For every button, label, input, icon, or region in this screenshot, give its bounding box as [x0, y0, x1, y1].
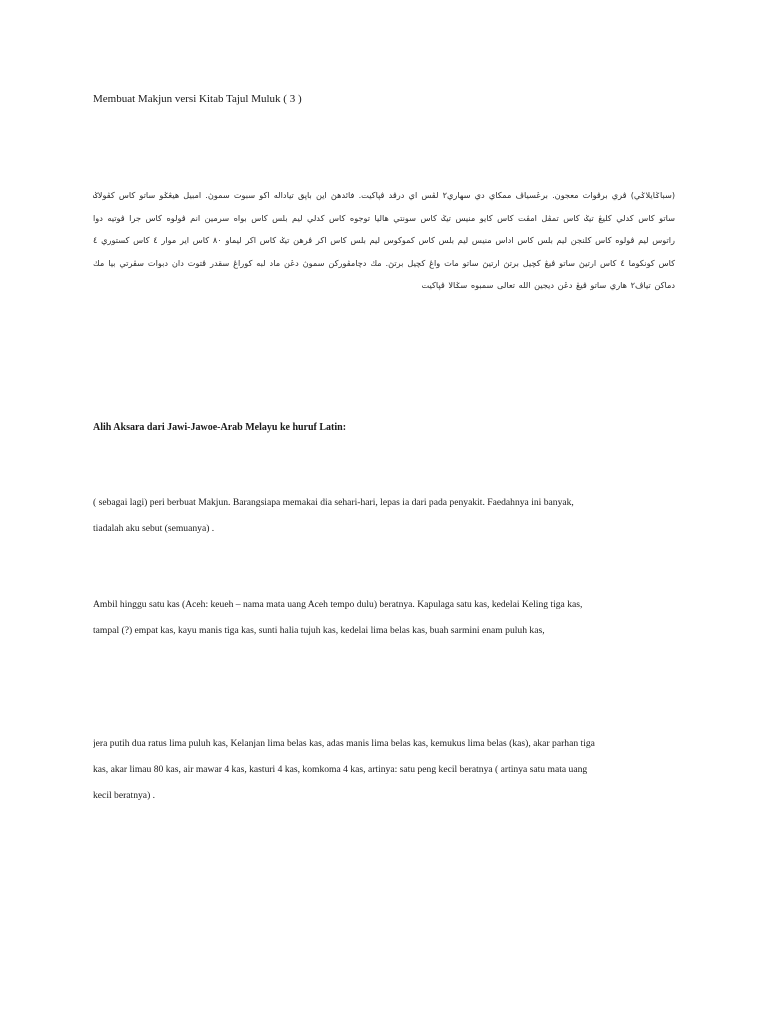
paragraph-line: kas, akar limau 80 kas, air mawar 4 kas, kasturi 4 kas, komkoma 4 kas, artinya: satu peng kecil beratnya ( artinya satu mata uang — [93, 764, 588, 775]
paragraph-line: tiadalah aku sebut (semuanya) . — [93, 523, 215, 534]
jawi-text-block: (سباݢايلاݢي) ڤري برڤوات معجون. برڠسياڤ ممكاي دي سهاري٢ لڤس اي درڤد ڤپاكيت. فائدهڽ اين باڽق تياداله اکو سبوت سموڽ. امبيل هيڠݢو ساتو كاس كڤولاݢ ساتو كاس كدلي كليڠ تيݢ كاس تمڤل امڤت كاس كايو منيس تيݢ كاس سونتي هاليا توجوه كاس كدلي ليم بلس كاس بواه سرمين انم ڤولوه كاس جرا ڤوتيه دوا راتوس ليم ڤولوه كاس كلنجن ليم بلس كاس اداس منيس ليم بلس كاس كموكوس ليم بلس كاس اکر ڤرهن تيݢ كاس اکر ليماو ٨٠ كاس اير موار ٤ كاس كستوري ٤ كاس كونكوما ٤ كاس ارتيڽ ساتو ڤيڠ كچيل برتڽ ارتيڽ ساتو مات واڠ كچيل برتڽ. مك دچامڤوركن سموڽ دڠن ماد لبه كوراڠ سقدر ڤتوت دان دبوات سڤرتي بيا مك دماكن تياڤ٢ هاري ساتو ڤيڠ دڠن ديجين الله تعالى سمبوه سݢالا ڤپاكيت — [93, 190, 676, 290]
paragraph-3 — [93, 731, 675, 809]
paragraph-2 — [93, 592, 675, 644]
paragraph-line: Ambil hinggu satu kas (Aceh: keueh – nama mata uang Aceh tempo dulu) beratnya. Kapulaga satu kas, kedelai Keling tiga kas, — [93, 599, 583, 610]
paragraph-line: jera putih dua ratus lima puluh kas, Kelanjan lima belas kas, adas manis lima belas kas, kemukus lima belas (kas), akar parhan tiga — [93, 738, 595, 749]
paragraph-line: tampal (?) empat kas, kayu manis tiga kas, sunti halia tujuh kas, kedelai lima belas kas, buah sarmini enam puluh kas, — [93, 625, 545, 636]
transliteration-heading: Alih Aksara dari Jawi-Jawoe-Arab Melayu ke huruf Latin: — [93, 422, 347, 433]
paragraph-line: kecil beratnya) . — [93, 790, 156, 801]
paragraph-line: ( sebagai lagi) peri berbuat Makjun. Barangsiapa memakai dia sehari-hari, lepas ia dari pada penyakit. Faedahnya ini banyak, — [93, 497, 574, 508]
paragraph-1 — [93, 490, 675, 542]
document-title: Membuat Makjun versi Kitab Tajul Muluk ( 3 ) — [93, 93, 302, 105]
